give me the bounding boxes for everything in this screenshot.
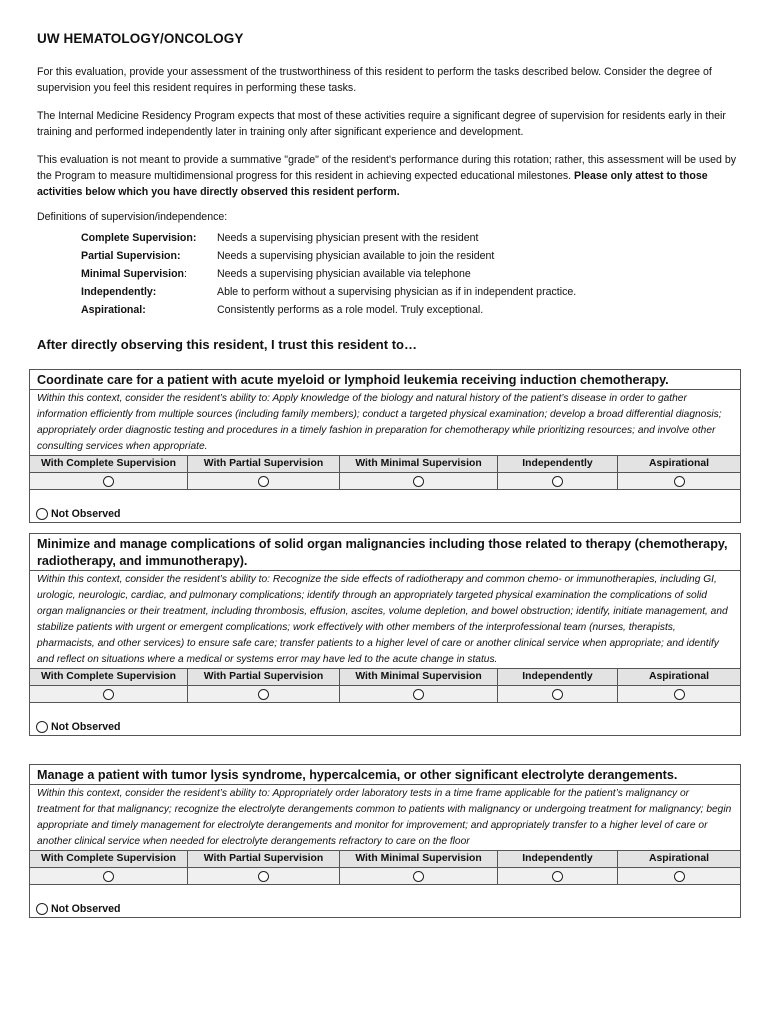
activity-title: Coordinate care for a patient with acute myeloid or lymphoid leukemia receiving induction chemotherapy. (30, 370, 740, 390)
radio-cell (188, 686, 340, 702)
scale-col-independently: Independently (498, 456, 618, 472)
not-observed-option[interactable] (36, 903, 120, 915)
radio-independently[interactable] (552, 689, 563, 700)
trust-heading: After directly observing this resident, I trust this resident to… (37, 337, 417, 352)
scale-col-complete: With Complete Supervision (30, 456, 188, 472)
radio-cell (188, 473, 340, 489)
intro-paragraph-1: For this evaluation, provide your assessment of the trustworthiness of this resident to perform the tasks described below. Consider the degree of supervision you feel this resident requires in performing these tasks. (37, 66, 712, 94)
radio-cell (498, 473, 618, 489)
definition-independently (81, 283, 576, 301)
scale-header (30, 455, 740, 473)
radio-cell (340, 686, 498, 702)
definition-desc: Needs a supervising physician available via telephone (217, 268, 471, 280)
radio-not-observed[interactable] (36, 903, 48, 915)
definition-term: Complete Supervision: (81, 232, 197, 244)
page-title: UW HEMATOLOGY/ONCOLOGY (37, 31, 244, 46)
radio-cell (340, 473, 498, 489)
radio-cell (618, 868, 740, 884)
activity-card-3 (29, 764, 741, 918)
radio-partial-supervision[interactable] (258, 871, 269, 882)
scale-col-minimal: With Minimal Supervision (340, 669, 498, 685)
not-observed-option[interactable] (36, 508, 120, 520)
intro-paragraph-2: The Internal Medicine Residency Program expects that most of these activities require a significant degree of supervision for residents early in their training and performed independently later in training only after significant experience and development. (37, 110, 726, 138)
not-observed-label: Not Observed (51, 508, 121, 520)
scale-col-minimal: With Minimal Supervision (340, 851, 498, 867)
scale-col-independently: Independently (498, 669, 618, 685)
definitions-heading: Definitions of supervision/independence: (37, 211, 228, 223)
radio-minimal-supervision[interactable] (413, 476, 424, 487)
radio-aspirational[interactable] (674, 871, 685, 882)
activity-description: Within this context, consider the resident’s ability to: Appropriately order laboratory tests in a time frame applicable for the patient’s malignancy or treatment for that malignancy; recognize the electrolyte derangements common to patients with malignancy or undergoing treatment for malignancy; begin appropriate and timely management for electrolyte derangements and monitor for improvement; and appropriately transfer to a higher level of care or another clinical service when needed for electrolyte derangements refractory to care on the floor (37, 788, 732, 847)
radio-cell (618, 473, 740, 489)
scale-col-independently: Independently (498, 851, 618, 867)
scale-col-complete: With Complete Supervision (30, 851, 188, 867)
radio-aspirational[interactable] (674, 476, 685, 487)
radio-cell (618, 686, 740, 702)
scale-col-complete: With Complete Supervision (30, 669, 188, 685)
activity-card-1 (29, 369, 741, 523)
scale-col-aspirational: Aspirational (648, 458, 710, 469)
radio-cell (498, 868, 618, 884)
scale-col-partial: With Partial Supervision (188, 669, 340, 685)
scale-radio-row (30, 686, 740, 703)
scale-header (30, 668, 740, 686)
definition-term: Independently: (81, 286, 157, 298)
radio-complete-supervision[interactable] (103, 871, 114, 882)
radio-cell (340, 868, 498, 884)
radio-independently[interactable] (552, 476, 563, 487)
not-observed-option[interactable] (36, 721, 120, 733)
scale-radio-row (30, 868, 740, 885)
definition-term: Minimal Supervision (81, 268, 185, 280)
intro-paragraph-3-bold: Please only attest to those activities below which you have directly observed this resident perform. (37, 170, 708, 198)
definition-term: Aspirational: (81, 304, 146, 316)
radio-partial-supervision[interactable] (258, 689, 269, 700)
definition-desc: Needs a supervising physician available to join the resident (217, 250, 495, 262)
definition-desc: Consistently performs as a role model. Truly exceptional. (217, 304, 484, 316)
activity-description: Within this context, consider the resident’s ability to: Apply knowledge of the biology and natural history of the patient’s disease in order to gather information efficiently from multiple sources (including family members); conduct a targeted physical examination; develop a broad differential diagnosis; appropriately order diagnostic testing and procedures in a timely fashion in preparation for chemotherapy while prioritizing resources; and involve other consulting services when appropriate. (37, 393, 722, 452)
not-observed-row (30, 885, 740, 917)
definition-aspirational (81, 301, 483, 319)
definition-desc: Needs a supervising physician present with the resident (217, 232, 479, 244)
definition-partial (81, 247, 494, 265)
intro-paragraph-3 (37, 152, 737, 200)
radio-not-observed[interactable] (36, 508, 48, 520)
scale-col-aspirational: Aspirational (648, 853, 710, 864)
radio-independently[interactable] (552, 871, 563, 882)
radio-cell (30, 473, 188, 489)
not-observed-row (30, 703, 740, 735)
definition-desc: Able to perform without a supervising physician as if in independent practice. (217, 286, 577, 298)
radio-aspirational[interactable] (674, 689, 685, 700)
scale-col-aspirational: Aspirational (648, 671, 710, 682)
radio-cell (498, 686, 618, 702)
scale-col-partial: With Partial Supervision (188, 851, 340, 867)
radio-complete-supervision[interactable] (103, 689, 114, 700)
radio-cell (30, 686, 188, 702)
radio-complete-supervision[interactable] (103, 476, 114, 487)
radio-not-observed[interactable] (36, 721, 48, 733)
radio-minimal-supervision[interactable] (413, 871, 424, 882)
radio-cell (188, 868, 340, 884)
not-observed-row (30, 490, 740, 522)
definition-complete (81, 229, 478, 247)
definition-term-suffix: : (184, 268, 187, 280)
activity-description: Within this context, consider the resident’s ability to: Recognize the side effects of radiotherapy and common chemo- or immunotherapies, including GI, urologic, neurologic, cardiac, and pulmonary complications; identify through an appropriately targeted physical examination the complications of solid organ malignancies or their treatment, including thrombosis, effusion, ascites, volume depletion, and bowel obstruction; identify, initiate management, and stabilize patients with urgent or emergent complications; work effectively with other members of the interprofessional team (nurses, therapists, pharmacists, and other services) to ensure safe care; transfer patients to a higher level of care or another clinical service when appropriate; and identify and reflect on situations where a medical or systems error may have led to the acute change in status. (37, 574, 728, 665)
activity-card-2 (29, 533, 741, 736)
intro-paragraph-3-text: This evaluation is not meant to provide a summative "grade" of the resident's performance during this rotation; rather, this assessment will be used by the Program to measure multidimensional progress for this resident in achieving expected educational milestones. (37, 154, 737, 182)
activity-title: Minimize and manage complications of solid organ malignancies including those related to therapy (chemotherapy, radiotherapy, and immunotherapy). (30, 534, 740, 571)
definition-term-wrap (81, 265, 217, 283)
scale-header (30, 850, 740, 868)
definition-term: Partial Supervision: (81, 250, 181, 262)
activity-title: Manage a patient with tumor lysis syndrome, hypercalcemia, or other significant electrolyte derangements. (30, 765, 740, 785)
scale-col-minimal: With Minimal Supervision (340, 456, 498, 472)
not-observed-label: Not Observed (51, 721, 121, 733)
not-observed-label: Not Observed (51, 903, 121, 915)
scale-col-partial: With Partial Supervision (188, 456, 340, 472)
scale-radio-row (30, 473, 740, 490)
radio-partial-supervision[interactable] (258, 476, 269, 487)
definition-minimal (81, 265, 471, 283)
radio-cell (30, 868, 188, 884)
radio-minimal-supervision[interactable] (413, 689, 424, 700)
